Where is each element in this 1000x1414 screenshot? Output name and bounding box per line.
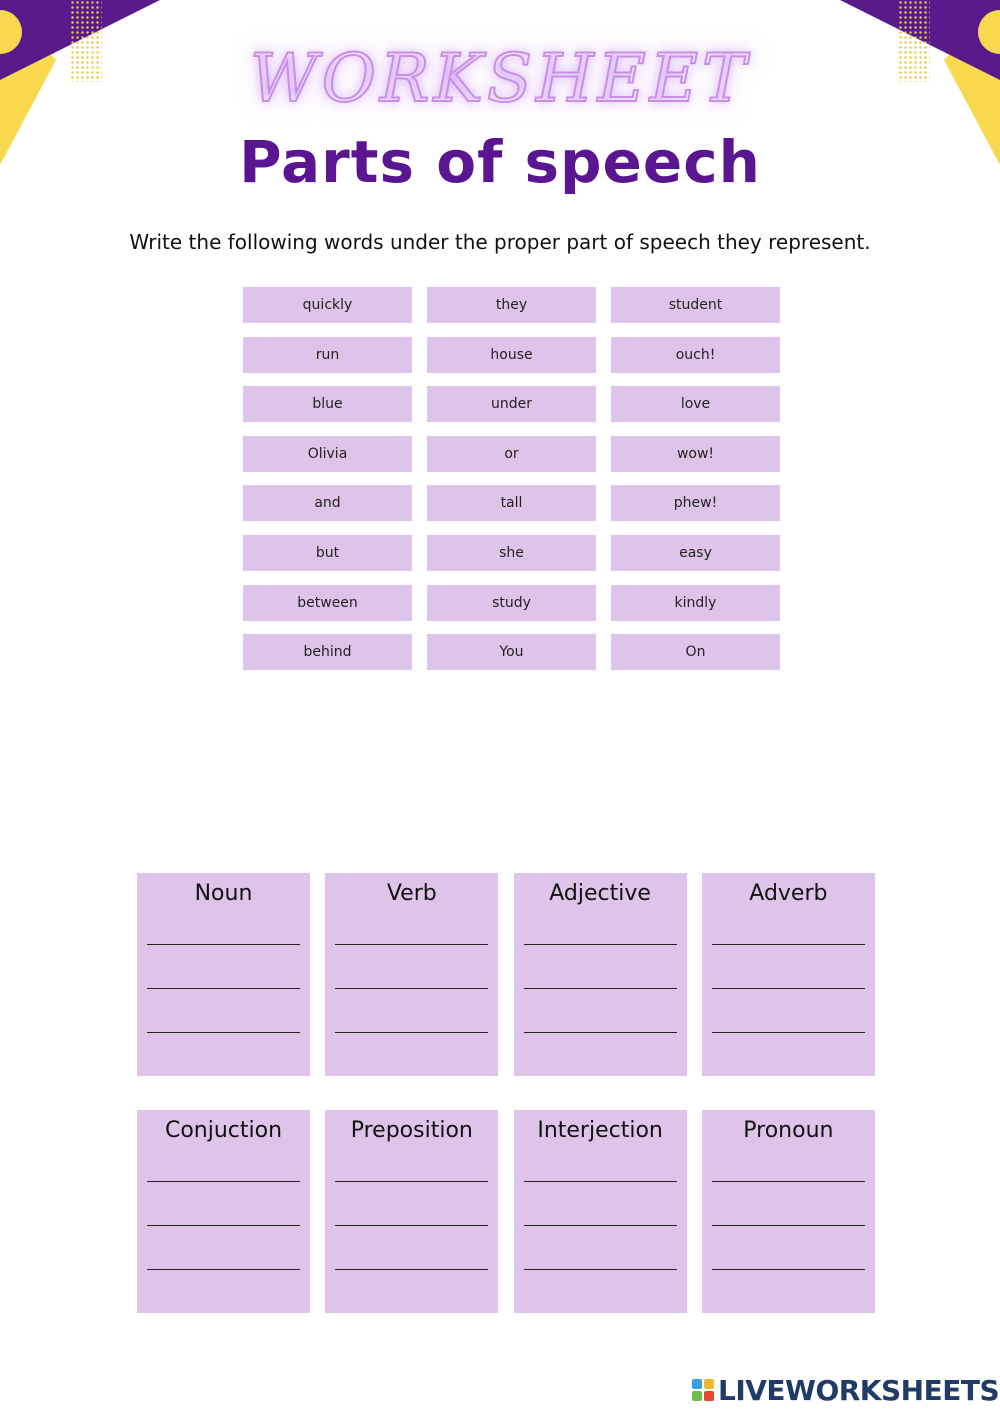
category-label: Pronoun — [743, 1118, 834, 1143]
answer-line[interactable] — [147, 944, 300, 945]
word-chip[interactable]: under — [427, 386, 596, 422]
word-chip[interactable]: kindly — [611, 585, 780, 621]
category-label: Preposition — [350, 1118, 473, 1143]
category-box-pronoun[interactable] — [702, 1110, 875, 1313]
word-chip[interactable]: she — [427, 535, 596, 571]
liveworksheets-icon — [692, 1379, 714, 1401]
category-label: Conjuction — [164, 1118, 283, 1143]
word-chip[interactable]: run — [243, 337, 412, 373]
answer-line[interactable] — [712, 1032, 865, 1033]
category-box-interjection[interactable] — [514, 1110, 687, 1313]
answer-line[interactable] — [147, 1181, 300, 1182]
word-chip[interactable]: You — [427, 634, 596, 670]
brand-logo — [692, 1373, 999, 1407]
word-chip[interactable]: easy — [611, 535, 780, 571]
answer-line[interactable] — [335, 988, 488, 989]
word-chip[interactable]: ouch! — [611, 337, 780, 373]
category-box-adjective[interactable] — [514, 873, 687, 1076]
answer-line[interactable] — [712, 988, 865, 989]
answer-line[interactable] — [712, 1181, 865, 1182]
word-chip[interactable]: behind — [243, 634, 412, 670]
answer-line[interactable] — [335, 1225, 488, 1226]
word-chip[interactable]: between — [243, 585, 412, 621]
word-chip[interactable]: or — [427, 436, 596, 472]
category-box-noun[interactable] — [137, 873, 310, 1076]
word-chip[interactable]: quickly — [243, 287, 412, 323]
page-title: Parts of speech — [239, 128, 761, 196]
category-box-adverb[interactable] — [702, 873, 875, 1076]
answer-line[interactable] — [335, 1269, 488, 1270]
category-box-preposition[interactable] — [325, 1110, 498, 1313]
answer-line[interactable] — [524, 988, 677, 989]
worksheet-heading: WORKSHEET — [249, 40, 751, 117]
category-label: Interjection — [537, 1118, 663, 1143]
word-chip[interactable]: blue — [243, 386, 412, 422]
word-chip[interactable]: phew! — [611, 485, 780, 521]
word-chip[interactable]: Olivia — [243, 436, 412, 472]
answer-line[interactable] — [335, 1032, 488, 1033]
answer-line[interactable] — [335, 944, 488, 945]
category-box-conjuction[interactable] — [137, 1110, 310, 1313]
answer-line[interactable] — [524, 1225, 677, 1226]
word-chip[interactable]: tall — [427, 485, 596, 521]
answer-line[interactable] — [147, 1225, 300, 1226]
category-grid — [137, 873, 875, 1313]
category-box-verb[interactable] — [325, 873, 498, 1076]
word-chip[interactable]: On — [611, 634, 780, 670]
category-label: Verb — [386, 881, 437, 906]
answer-line[interactable] — [712, 1269, 865, 1270]
answer-line[interactable] — [524, 944, 677, 945]
answer-line[interactable] — [147, 1032, 300, 1033]
word-bank — [243, 287, 780, 670]
word-chip[interactable]: they — [427, 287, 596, 323]
brand-name: LIVEWORKSHEETS — [718, 1373, 1000, 1407]
instructions-text: Write the following words under the proper part of speech they represent. — [129, 230, 871, 254]
word-chip[interactable]: study — [427, 585, 596, 621]
answer-line[interactable] — [712, 944, 865, 945]
word-chip[interactable]: and — [243, 485, 412, 521]
answer-line[interactable] — [524, 1181, 677, 1182]
word-chip[interactable]: wow! — [611, 436, 780, 472]
answer-line[interactable] — [335, 1181, 488, 1182]
category-label: Noun — [194, 881, 253, 906]
answer-line[interactable] — [712, 1225, 865, 1226]
answer-line[interactable] — [147, 1269, 300, 1270]
category-label: Adverb — [749, 881, 828, 906]
word-chip[interactable]: but — [243, 535, 412, 571]
word-chip[interactable]: love — [611, 386, 780, 422]
word-chip[interactable]: house — [427, 337, 596, 373]
category-label: Adjective — [549, 881, 651, 906]
answer-line[interactable] — [524, 1269, 677, 1270]
answer-line[interactable] — [524, 1032, 677, 1033]
answer-line[interactable] — [147, 988, 300, 989]
word-chip[interactable]: student — [611, 287, 780, 323]
